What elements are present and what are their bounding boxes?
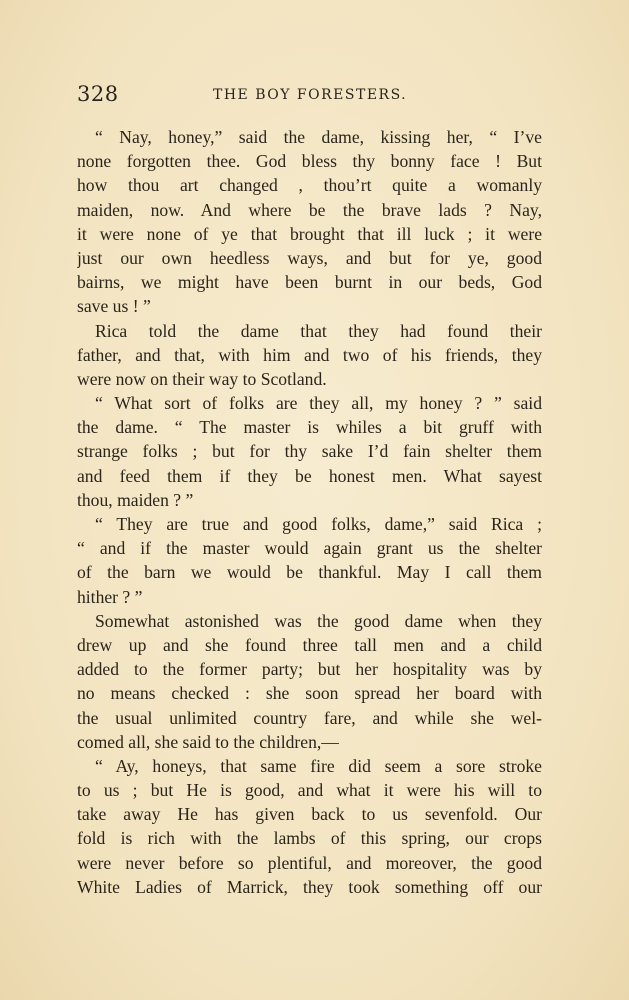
text-line: the dame. “ The master is whiles a bit gruff with (77, 417, 542, 438)
text-line: maiden, now. And where be the brave lads ? Nay, (77, 199, 542, 220)
text-line: just our own heedless ways, and but for ye, good (77, 247, 542, 268)
text-line: comed all, she said to the children,— (77, 731, 339, 752)
text-line: “ What sort of folks are they all, my honey ? ” said (95, 393, 542, 414)
text-line: fold is rich with the lambs of this spring, our crops (77, 828, 542, 849)
running-title: THE BOY FORESTERS. (213, 87, 408, 103)
text-line: thou, maiden ? ” (77, 489, 194, 510)
text-line: drew up and she found three tall men and a child (77, 634, 542, 655)
text-line: none forgotten thee. God bless thy bonny face ! But (77, 151, 542, 172)
text-line: “ and if the master would again grant us the shelter (77, 538, 542, 559)
text-line: “ They are true and good folks, dame,” said Rica ; (95, 514, 542, 534)
text-line: Rica told the dame that they had found their (95, 320, 542, 341)
text-line: were now on their way to Scotland. (77, 368, 327, 389)
text-line: and feed them if they be honest men. What sayest (77, 465, 542, 486)
text-line: bairns, we might have been burnt in our beds, God (77, 272, 542, 293)
text-line: “ Ay, honeys, that same fire did seem a sore stroke (95, 755, 542, 776)
text-line: how thou art changed , thou’rt quite a womanly (77, 175, 542, 196)
text-line: Somewhat astonished was the good dame when they (95, 610, 542, 631)
text-line: “ Nay, honey,” said the dame, kissing her, “ I’ve (95, 127, 542, 147)
text-line: strange folks ; but for thy sake I’d fain shelter them (77, 441, 542, 462)
body-text (77, 125, 542, 899)
text-line: added to the former party; but her hospitality was by (77, 659, 542, 680)
text-line: hither ? ” (77, 586, 143, 607)
text-line: take away He has given back to us sevenfold. Our (77, 804, 542, 825)
text-line: father, and that, with him and two of his friends, they (77, 344, 542, 365)
text-line: no means checked : she soon spread her board with (77, 683, 542, 704)
text-line: of the barn we would be thankful. May I call them (77, 562, 542, 583)
page-number: 328 (77, 82, 119, 106)
text-line: save us ! ” (77, 296, 151, 317)
text-line: the usual unlimited country fare, and while she wel- (77, 707, 542, 728)
page-header (77, 82, 547, 112)
text-line: were never before so plentiful, and moreover, the good (77, 852, 542, 873)
text-line: to us ; but He is good, and what it were his will to (77, 780, 542, 801)
text-line: it were none of ye that brought that ill luck ; it were (77, 223, 542, 244)
text-line: White Ladies of Marrick, they took something off our (77, 876, 542, 897)
